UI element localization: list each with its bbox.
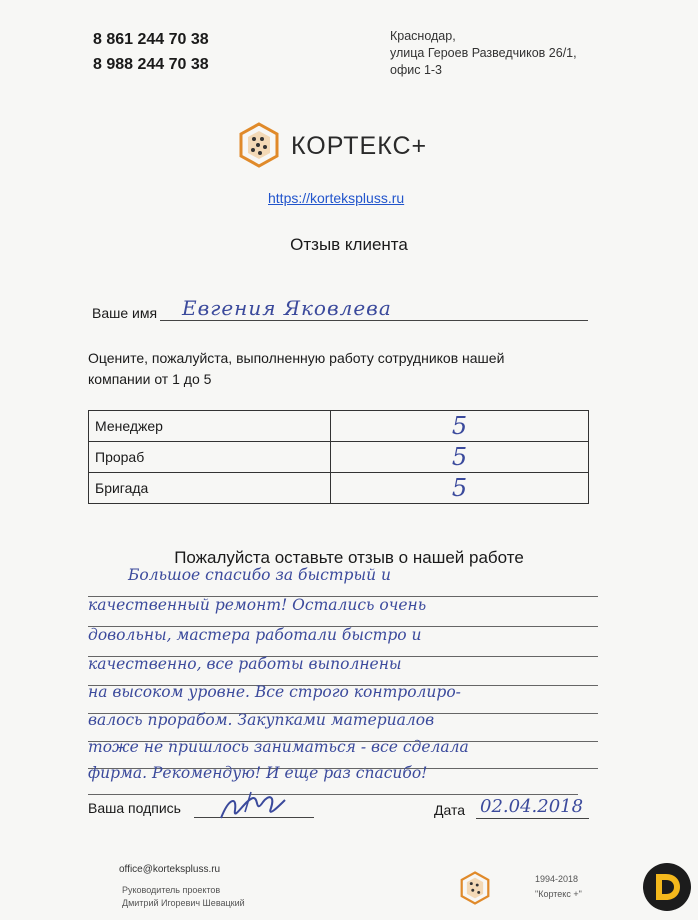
- footer-role: Руководитель проектов: [122, 885, 221, 895]
- cortex-logo-icon: [236, 121, 282, 169]
- footer-logo-icon: [458, 870, 492, 906]
- review-line-3: довольны, мастера работали быстро и: [88, 626, 598, 657]
- footer-contact: [122, 884, 245, 910]
- date-field: [476, 796, 589, 819]
- rating-value-manager: 5: [331, 411, 589, 442]
- rating-prompt-line-1: Оцените, пожалуйста, выполненную работу сотрудников нашей: [88, 350, 505, 366]
- footer-years: 1994-2018: [535, 874, 579, 884]
- review-line-7: тоже не пришлось заниматься - все сделала: [88, 738, 598, 769]
- date-label: Дата: [434, 802, 466, 818]
- footer-company: "Кортекс +": [535, 889, 582, 899]
- rating-value-foreman: 5: [331, 442, 589, 473]
- rating-prompt: [88, 348, 504, 390]
- form-title: Отзыв клиента: [290, 235, 408, 254]
- name-value: Евгения Яковлева: [182, 296, 392, 320]
- phone-1: 8 861 244 70 38: [93, 31, 209, 48]
- rating-prompt-line-2: компании от 1 до 5: [88, 371, 212, 387]
- rating-label-crew: Бригада: [89, 473, 331, 504]
- rating-value-crew: 5: [331, 473, 589, 504]
- footer-person: Дмитрий Игоревич Шевацкий: [122, 898, 245, 908]
- review-line-1: Большое спасибо за быстрый и: [88, 566, 598, 597]
- review-heading: Пожалуйста оставьте отзыв о нашей работе: [174, 548, 524, 567]
- address-city: Краснодар,: [390, 29, 456, 43]
- name-field: [160, 296, 588, 321]
- ratings-table: [88, 410, 589, 504]
- review-line-4: качественно, все работы выполнены: [88, 655, 598, 686]
- corner-brand-icon: [642, 862, 692, 912]
- footer-email: office@kortekspluss.ru: [119, 864, 221, 875]
- address-street: улица Героев Разведчиков 26/1,: [390, 46, 577, 60]
- address: [390, 28, 577, 79]
- rating-label-foreman: Прораб: [89, 442, 331, 473]
- review-line-2: качественный ремонт! Остались очень: [88, 596, 598, 627]
- table-row: [89, 442, 589, 473]
- review-line-5: на высоком уровне. Все строго контролиро-: [88, 683, 598, 714]
- date-value: 02.04.2018: [480, 796, 584, 817]
- review-line-8: фирма. Рекомендую! И еще раз спасибо!: [88, 764, 578, 795]
- table-row: [89, 411, 589, 442]
- rating-label-manager: Менеджер: [89, 411, 331, 442]
- table-row: [89, 473, 589, 504]
- brand-name: КОРТЕКС+: [291, 132, 428, 160]
- name-label: Ваше имя: [92, 305, 158, 321]
- signature-scribble-icon: [215, 788, 290, 828]
- website-link[interactable]: https://kortekspluss.ru: [268, 190, 405, 206]
- review-line-6: валось прорабом. Закупками материалов: [88, 711, 598, 742]
- address-office: офис 1-3: [390, 63, 443, 77]
- signature-label: Ваша подпись: [88, 800, 181, 816]
- phone-2: 8 988 244 70 38: [93, 56, 209, 73]
